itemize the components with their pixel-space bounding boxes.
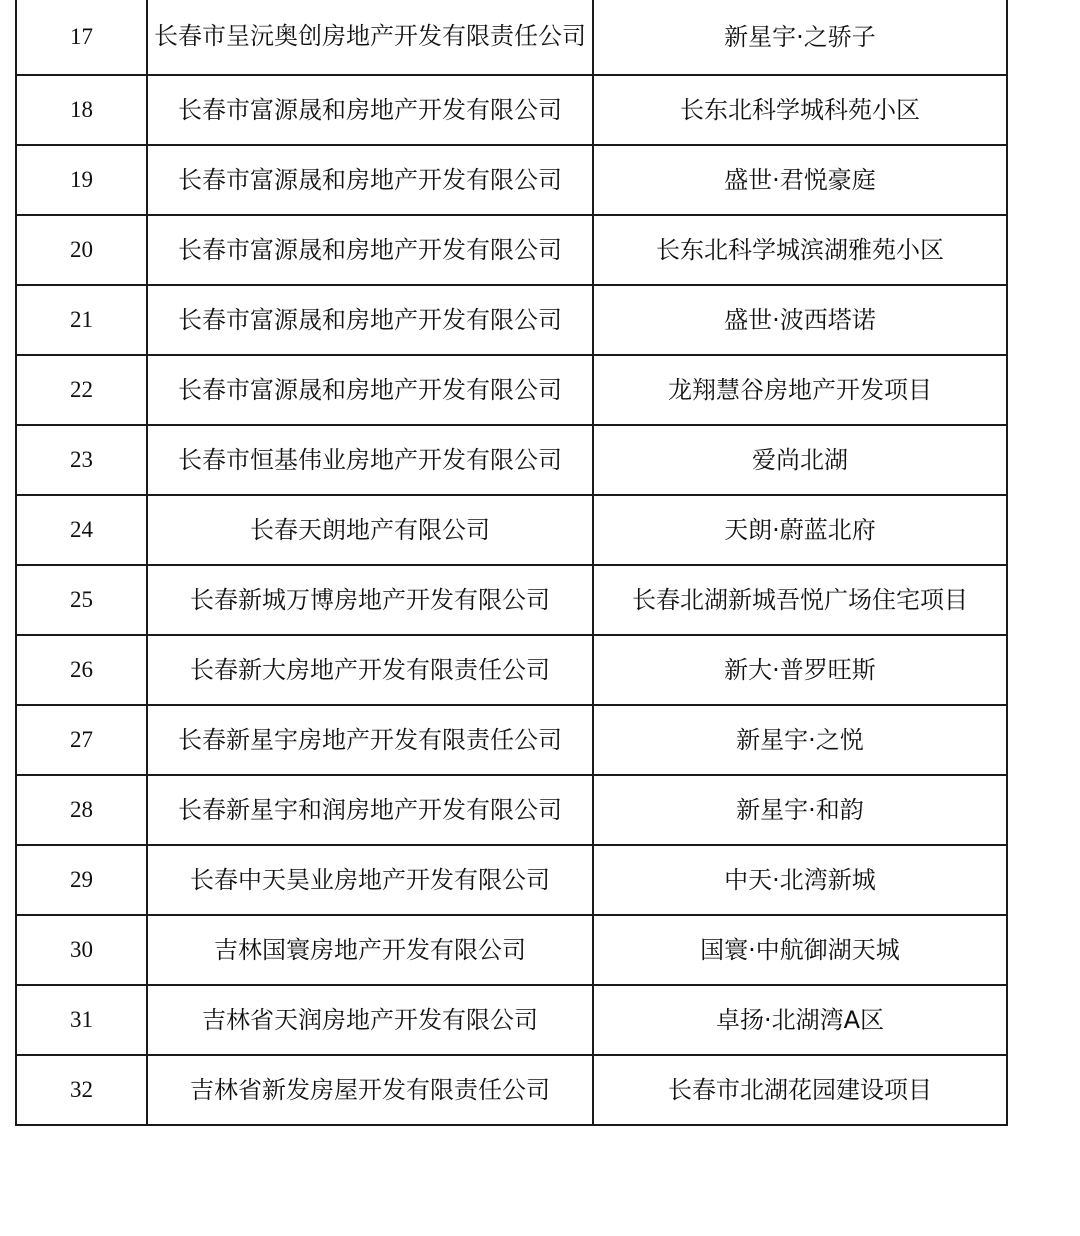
- project-name: 卓扬·北湖湾A区: [593, 985, 1007, 1055]
- row-number: 29: [16, 845, 147, 915]
- table-row: [16, 985, 1007, 1055]
- company-name: 长春新星宇和润房地产开发有限公司: [147, 775, 593, 845]
- project-name: 新星宇·之悦: [593, 705, 1007, 775]
- row-number: 26: [16, 635, 147, 705]
- company-name: 长春市恒基伟业房地产开发有限公司: [147, 425, 593, 495]
- project-name: 中天·北湾新城: [593, 845, 1007, 915]
- project-name: 爱尚北湖: [593, 425, 1007, 495]
- project-name: 新星宇·之骄子: [593, 0, 1007, 75]
- row-number: 18: [16, 75, 147, 145]
- project-name: 天朗·蔚蓝北府: [593, 495, 1007, 565]
- company-name: 长春市富源晟和房地产开发有限公司: [147, 75, 593, 145]
- row-number: 31: [16, 985, 147, 1055]
- row-number: 19: [16, 145, 147, 215]
- company-name: 长春市富源晟和房地产开发有限公司: [147, 285, 593, 355]
- project-name: 龙翔慧谷房地产开发项目: [593, 355, 1007, 425]
- company-name: 长春新大房地产开发有限责任公司: [147, 635, 593, 705]
- project-name: 长东北科学城滨湖雅苑小区: [593, 215, 1007, 285]
- row-number: 28: [16, 775, 147, 845]
- table-row: [16, 845, 1007, 915]
- table-row: [16, 495, 1007, 565]
- table-row: [16, 145, 1007, 215]
- table-row: [16, 0, 1007, 75]
- project-name: 长东北科学城科苑小区: [593, 75, 1007, 145]
- company-name: 吉林国寰房地产开发有限公司: [147, 915, 593, 985]
- row-number: 17: [16, 0, 147, 75]
- table-row: [16, 425, 1007, 495]
- row-number: 32: [16, 1055, 147, 1125]
- company-name: 长春新星宇房地产开发有限责任公司: [147, 705, 593, 775]
- row-number: 21: [16, 285, 147, 355]
- project-name: 长春北湖新城吾悦广场住宅项目: [593, 565, 1007, 635]
- company-name: 长春天朗地产有限公司: [147, 495, 593, 565]
- row-number: 20: [16, 215, 147, 285]
- company-name: 吉林省新发房屋开发有限责任公司: [147, 1055, 593, 1125]
- row-number: 25: [16, 565, 147, 635]
- table-row: [16, 355, 1007, 425]
- project-name: 长春市北湖花园建设项目: [593, 1055, 1007, 1125]
- row-number: 22: [16, 355, 147, 425]
- company-name: 长春市呈沅奥创房地产开发有限责任公司: [147, 0, 593, 75]
- table-row: [16, 215, 1007, 285]
- project-name: 国寰·中航御湖天城: [593, 915, 1007, 985]
- company-name: 吉林省天润房地产开发有限公司: [147, 985, 593, 1055]
- row-number: 30: [16, 915, 147, 985]
- table-row: [16, 565, 1007, 635]
- project-name: 新大·普罗旺斯: [593, 635, 1007, 705]
- project-table: [15, 0, 1008, 1126]
- table-row: [16, 75, 1007, 145]
- table-row: [16, 635, 1007, 705]
- company-name: 长春市富源晟和房地产开发有限公司: [147, 215, 593, 285]
- table-body: [16, 0, 1007, 1125]
- table-row: [16, 1055, 1007, 1125]
- row-number: 27: [16, 705, 147, 775]
- company-name: 长春市富源晟和房地产开发有限公司: [147, 145, 593, 215]
- company-name: 长春中天昊业房地产开发有限公司: [147, 845, 593, 915]
- project-name: 盛世·波西塔诺: [593, 285, 1007, 355]
- table-row: [16, 775, 1007, 845]
- table-row: [16, 915, 1007, 985]
- table-row: [16, 705, 1007, 775]
- row-number: 24: [16, 495, 147, 565]
- project-name: 盛世·君悦豪庭: [593, 145, 1007, 215]
- company-name: 长春市富源晟和房地产开发有限公司: [147, 355, 593, 425]
- table-row: [16, 285, 1007, 355]
- company-name: 长春新城万博房地产开发有限公司: [147, 565, 593, 635]
- row-number: 23: [16, 425, 147, 495]
- project-name: 新星宇·和韵: [593, 775, 1007, 845]
